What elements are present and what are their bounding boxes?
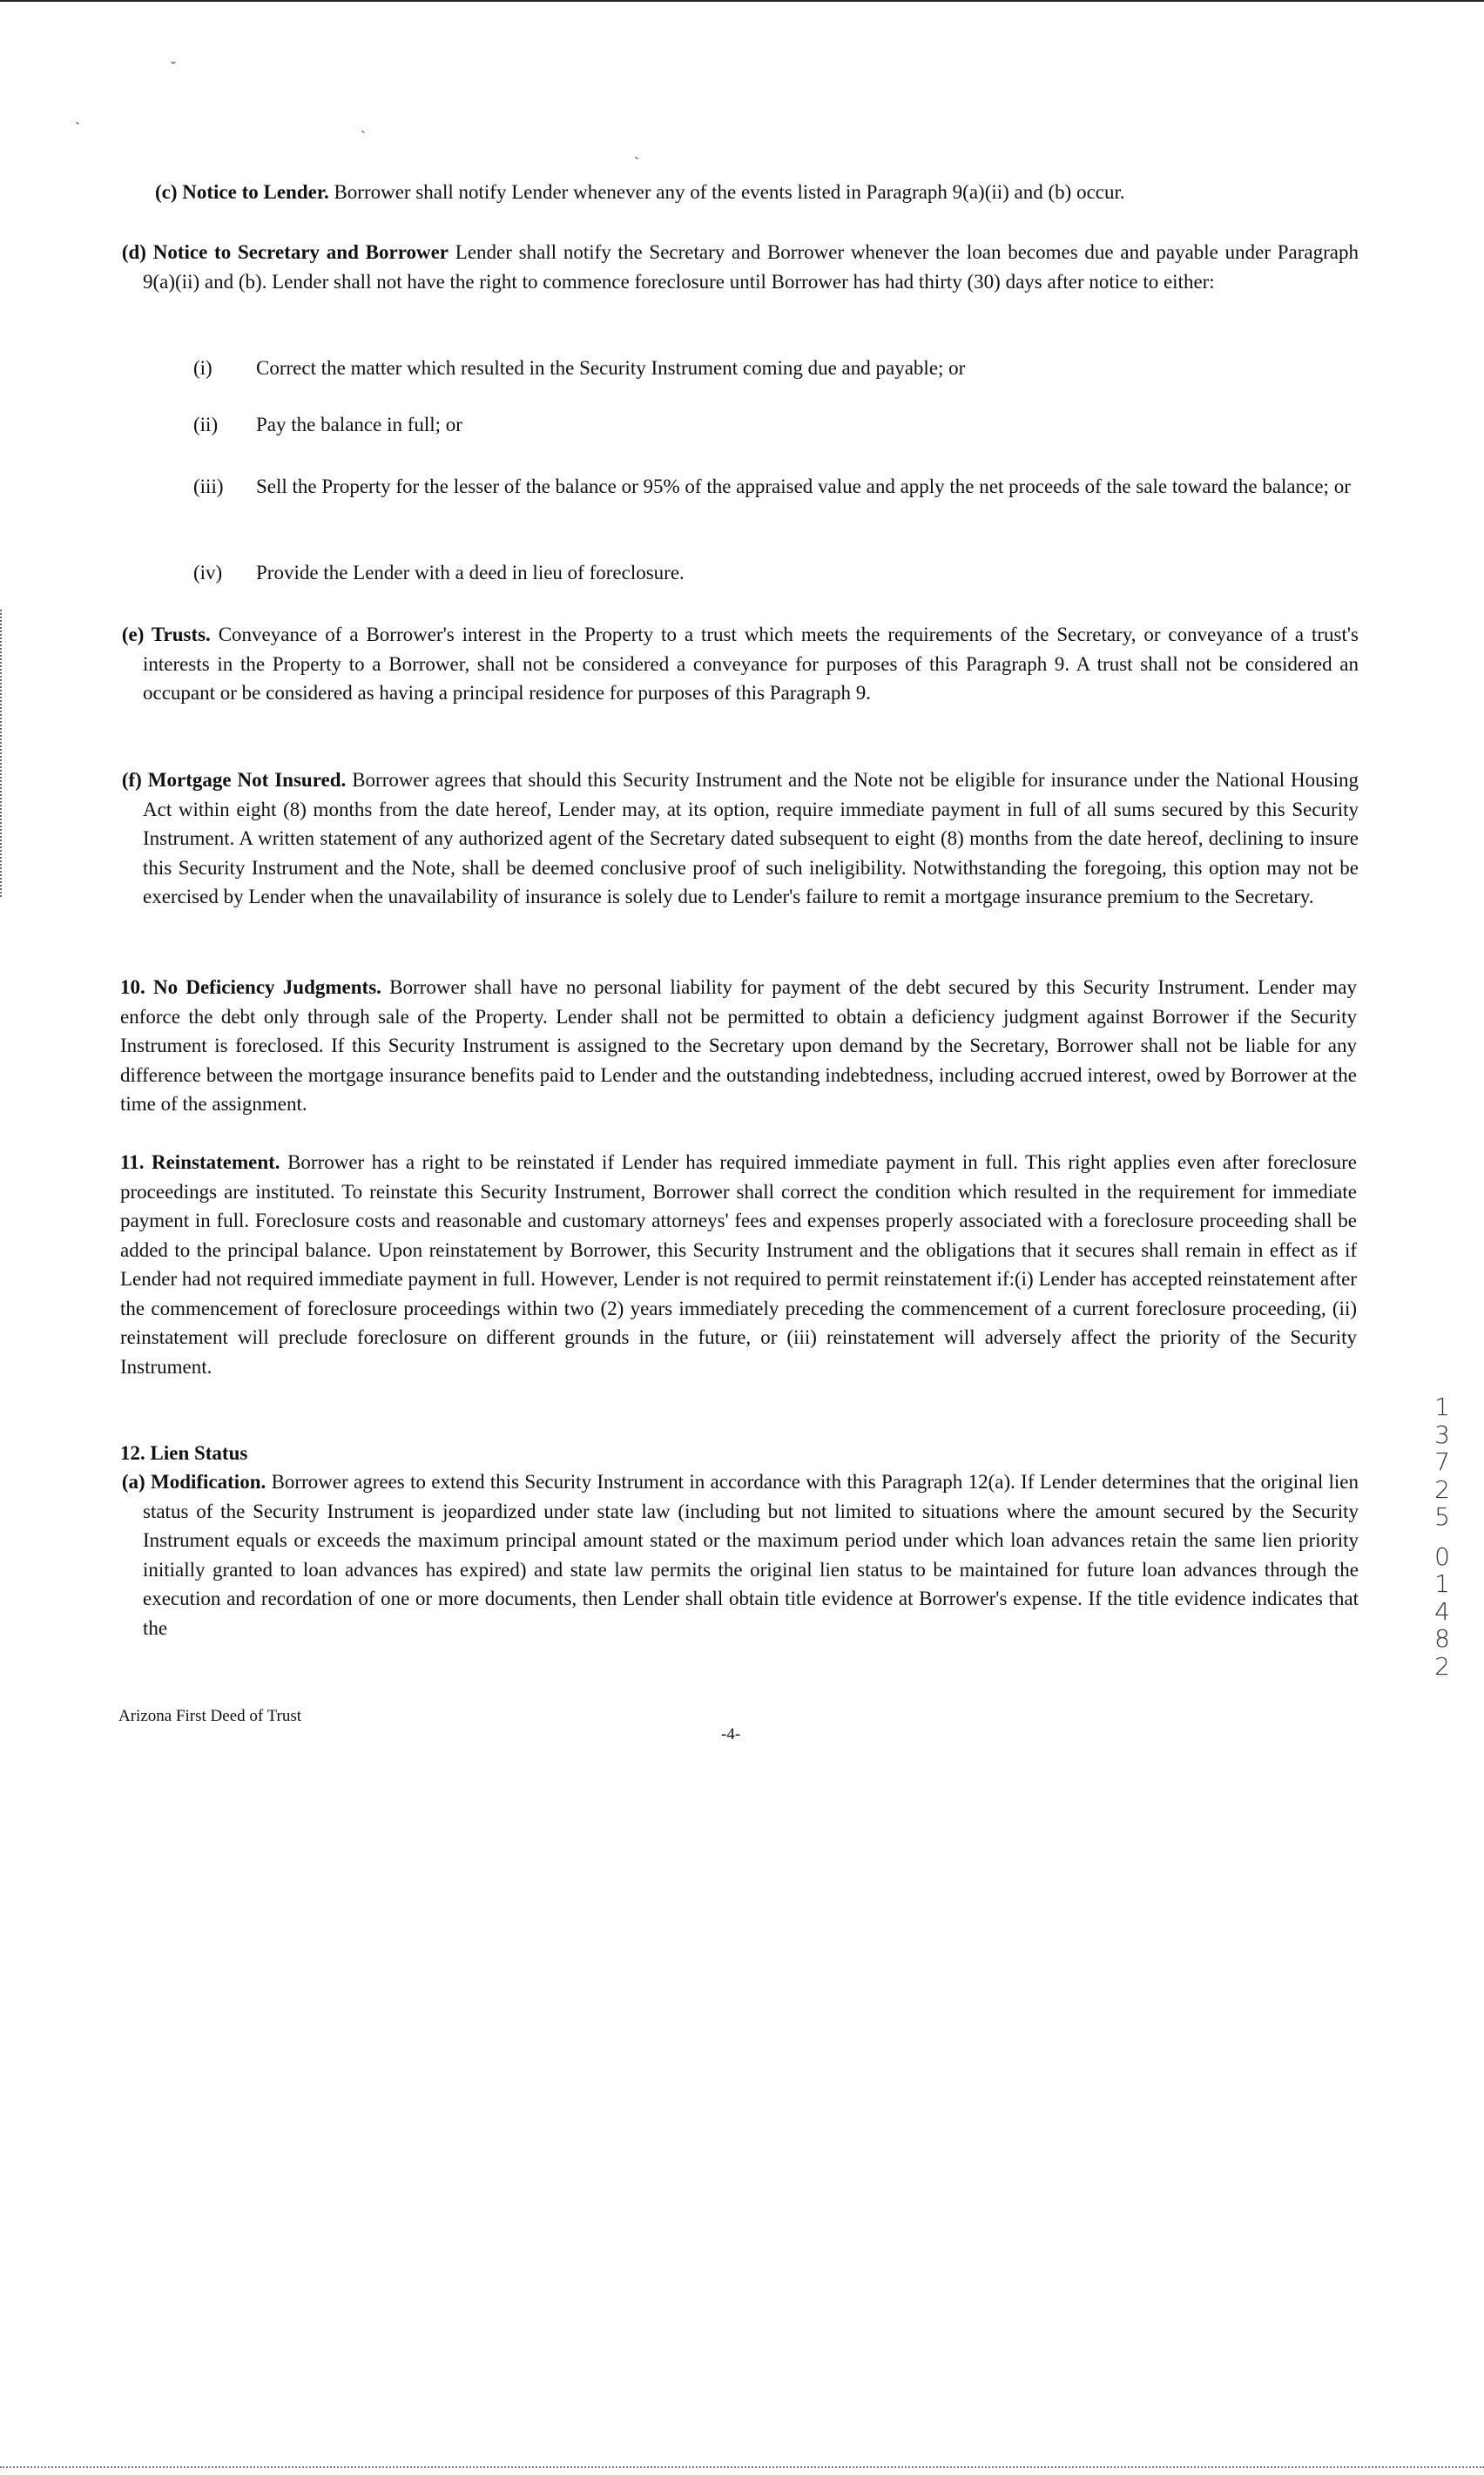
paragraph-text: Conveyance of a Borrower's interest in the Property to a trust which meets the requirements of the Secretary, or conveyance of a trust's interests in the Property to a Borrower, shall not be considered a conveyance for purposes of this Paragraph 9. A trust shall not be considered an occupant or be considered as having a principal residence for purposes of this Paragraph 9. — [143, 624, 1359, 704]
stamp-gap — [1427, 1531, 1458, 1543]
paragraph-label: (e) Trusts. — [121, 624, 211, 645]
scan-speck: ˋ — [634, 154, 639, 172]
list-item-text: Sell the Property for the lesser of the balance or 95% of the appraised value and apply the net proceeds of the sale toward the balance; or — [256, 475, 1351, 497]
stamp-digit: 1 — [1434, 1569, 1450, 1598]
stamp-digit: 1 — [1434, 1393, 1450, 1421]
stamp-digit: 7 — [1434, 1447, 1450, 1476]
list-item — [193, 472, 1360, 531]
paragraph-text: Borrower shall notify Lender whenever any of the events listed in Paragraph 9(a)(ii) and (b) occur. — [334, 181, 1125, 203]
paragraph-label: 10. No Deficiency Judgments. — [120, 976, 381, 998]
stamp-digit: 0 — [1434, 1541, 1450, 1571]
paragraph-9d — [121, 238, 1359, 296]
scan-speck: ˋ — [361, 128, 366, 145]
recording-stamp — [1427, 1393, 1458, 1680]
paragraph-label: 11. Reinstatement. — [120, 1151, 280, 1173]
stamp-digit: 4 — [1434, 1596, 1450, 1626]
paragraph-text: Borrower shall have no personal liability for payment of the debt secured by this Security Instrument. Lender may enforce the debt only through sale of the Property. Lender shall not be permitted to obtain a deficiency judgment against Borrower if the Security Instrument is foreclosed. If this Security Instrument is assigned to the Secretary upon demand by the Secretary, Borrower shall not be liable for any difference between the mortgage insurance benefits paid to Lender and the outstanding indebtedness, including accrued interest, owed by Borrower at the time of the assignment. — [120, 976, 1358, 1115]
list-item — [193, 558, 1360, 588]
paragraph-label: (a) Modification. — [121, 1471, 266, 1493]
paragraph-text: Borrower agrees to extend this Security Instrument in accordance with this Paragraph 12(a). If Lender determines that the original lien status of the Security Instrument is jeopardized under state law (including but not limited to situations where the amount secured by the Security Instrument equals or exceeds the maximum principal amount stated or the maximum period under which loan advances retain the same lien priority initially granted to loan advances has expired) and state law permits the original lien status to be maintained for future loan advances through the execution and recordation of one or more documents, then Lender shall obtain title evidence at Borrower's expense. If the title evidence indicates that the — [143, 1471, 1359, 1639]
paragraph-label: (d) Notice to Secretary and Borrower — [121, 241, 449, 263]
paragraph-9e — [121, 620, 1359, 708]
list-item-number: (iv) — [193, 562, 223, 583]
list-item-text: Provide the Lender with a deed in lieu of foreclosure. — [256, 562, 685, 583]
page-top-edge — [0, 0, 1484, 2]
paragraph-text: Lender shall notify the Secretary and Borrower whenever the loan becomes due and payable under Paragraph 9(a)(ii) and (b). Lender shall not have the right to commence foreclosure until Borrower has had thirty (30) days after notice to either: — [143, 241, 1359, 293]
section-heading-12 — [120, 1439, 643, 1468]
paragraph-10 — [120, 973, 1357, 1119]
list-item-text: Correct the matter which resulted in the Security Instrument coming due and payable; or — [256, 357, 966, 379]
paragraph-11 — [120, 1148, 1357, 1381]
list-item-number: (i) — [193, 357, 212, 379]
paragraph-12a — [121, 1467, 1359, 1642]
footer-document-title: Arizona First Deed of Trust — [118, 1707, 302, 1725]
list-item-number: (iii) — [193, 475, 224, 497]
stamp-digit: 5 — [1434, 1502, 1450, 1531]
scan-edge-mark — [0, 610, 4, 897]
paragraph-text: Borrower has a right to be reinstated if Lender has required immediate payment in full. This right applies even after foreclosure proceedings are instituted. To reinstate this Security Instrument, Borrower shall correct the condition which resulted in the requirement for immediate payment in full. Foreclosure costs and reasonable and customary attorneys' fees and expenses properly associated with a foreclosure proceeding shall be added to the principal balance. Upon reinstatement by Borrower, this Security Instrument and the obligations that it secures shall remain in effect as if Lender had not required immediate payment in full. However, Lender is not required to permit reinstatement if:(i) Lender has accepted reinstatement after the commencement of foreclosure proceedings within two (2) years immediately preceding the commencement of a current foreclosure proceeding, (ii) reinstatement will preclude foreclosure on different grounds in the future, or (iii) reinstatement will adversely affect the priority of the Security Instrument. — [120, 1151, 1358, 1378]
paragraph-9c — [155, 178, 1357, 207]
section-heading: 12. Lien Status — [120, 1442, 248, 1464]
paragraph-9f — [121, 765, 1359, 912]
stamp-digit: 2 — [1434, 1651, 1450, 1681]
stamp-digit: 2 — [1434, 1474, 1450, 1504]
paragraph-text: Borrower agrees that should this Security Instrument and the Note not be eligible for insurance under the National Housing Act within eight (8) months from the date hereof, Lender may, at its option, require immediate payment in full of all sums secured by this Security Instrument. A written statement of any authorized agent of the Secretary dated subsequent to eight (8) months from the date hereof, declining to insure this Security Instrument and the Note, shall be deemed conclusive proof of such ineligibility. Notwithstanding the foregoing, this option may not be exercised by Lender when the unavailability of insurance is solely due to Lender's failure to remit a mortgage insurance premium to the Secretary. — [143, 769, 1359, 907]
footer-page-number: -4- — [721, 1725, 741, 1743]
scan-speck: ˋ — [75, 119, 80, 137]
paragraph-label: (f) Mortgage Not Insured. — [121, 769, 347, 791]
list-item — [193, 410, 1360, 440]
scan-speck: ˘ — [171, 58, 176, 76]
list-item — [193, 354, 1360, 383]
stamp-digit: 3 — [1434, 1420, 1450, 1449]
list-item-number: (ii) — [193, 414, 219, 435]
paragraph-label: (c) Notice to Lender. — [155, 181, 329, 203]
scan-bottom-edge — [0, 2466, 1484, 2470]
list-item-text: Pay the balance in full; or — [256, 414, 462, 435]
stamp-digit: 8 — [1434, 1624, 1450, 1653]
